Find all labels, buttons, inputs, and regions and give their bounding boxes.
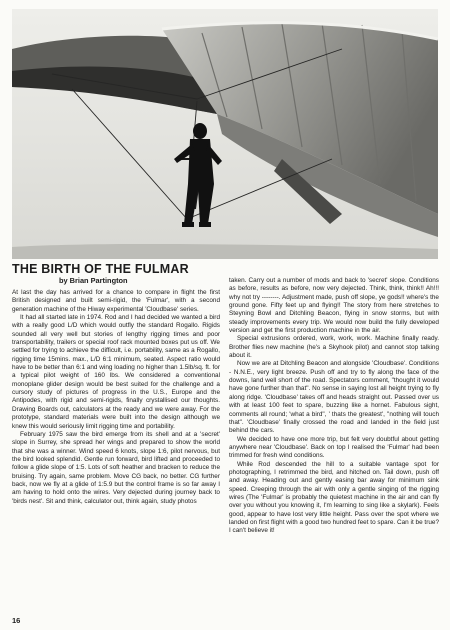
paragraph: While Rod descended the hill to a suitable vantage spot for photographing, I retrimmed the bird, and hitched on. Tail down, push off and away. Heading out and gently easing bar away for minimum sink speed. Creeping through the air with only a gentle singing of the rigging wires (The 'Fulmar' is probably the quietest machine in the air and can fly over you without you knowing it, I'm learning to sing like a skylark). Feels good, appear to have lost very little height. Pass over the spot where we landed on first flight with a good two hundred feet to spare. Can it be true? I can't believe it! [229, 460, 439, 535]
article-title: THE BIRTH OF THE FULMAR [12, 262, 189, 276]
article-column-left [12, 289, 220, 614]
article-column-right [229, 277, 439, 615]
paragraph: Special extrusions ordered, work, work, work. Machine finally ready. Brother flies new machine (he's a Skyhook pilot) and cannot stop talking about it. [229, 335, 439, 360]
article-byline: by Brian Partington [59, 276, 128, 285]
paragraph: At last the day has arrived for a chance to compare in flight the first British designed and built semi-rigid, the 'Fulmar', with a second generation machine of the Hiway experimental 'Cloudbase' series. [12, 289, 220, 313]
paragraph: Now we are at Ditchling Beacon and alongside 'Cloudbase'. Conditions - N.N.E., very light breeze. Push off and try to fly along the face of the downs, land well short of the road. Spectators comment, "thought it would have gone further than that". No sense in saying lost all height trying to fly along ridge. 'Cloudbase' takes off and heads straight out. Passed over us with at least 100 feet to spare, buzzing like a hornet. Fabulous sight, comments all round; 'what a bird", ' thats the greatest', "nothing will touch that". 'Cloudbase' finally crossed the road and landed in the field just behind the cars. [229, 360, 439, 435]
paragraph: February 1975 saw the bird emerge from its shell and at a 'secret' slope in Surrey, she spread her wings and prepared to show the world that she was a winner. Wind speed 6 knots, slope 1:6, pilot nervous, but the bird looked splendid. Gentle run forward, bird lifted and proceeded to follow a glide slope of 1:5. Lots of soft heather and bracken to reduce the bruising. Try again, same problem. Move CG back, no better. CG further back, now we fly at a glide of 1:5.9 but the control frame is so far away I am having to hold onto the wires. Very dejected during journey back to 'birds nest'. Sit and think, calculator out, think again, study photos [12, 430, 220, 505]
paragraph: taken. Carry out a number of mods and back to 'secret' slope. Conditions as before, results as before, now very dejected. Think, think, think!! Ah!!! why not try --------. Adjustment made, push off slope, ye gods!! where's the ground gone. Fifty feet up and flying!! The story from here stretches to Steyning Bowl and Ditchling Beacon, flying in snow storms, but with steady improvements every trip. We would now build the fully developed version and get the first production machine in the air. [229, 277, 439, 335]
page-number: 16 [12, 616, 21, 625]
paragraph: It had all started late in 1974. Rod and I had decided we wanted a bird with a really good L/D which would outfly the standard Rogallo. Rigids sounded all very well but stories of lengthy rigging times and poor transportability, trailers or special roof rack mounted boxes put us off. We settled for trying to achieve the difficult, i.e. portability, same as a Rogallo, rigging time 15mins. max., L/D 6:1 minimum, seated. Aspect ratio would have to be better than 6:1 and wing loading no higher than 1.5lb/sq. ft. for a typical pilot weight of 160 lbs. We considered a conventional monoplane glider design would be best suited for the challenge and a cursory study of pictures of progress in the U.S., Europe and the Antipodes, with rigid and semi-rigids, finally crystallised our thoughts. Drawing Boards out, calculators at the ready and we were away. For the prototype, standard materials were built into the design although we knew this would seriously limit rigging time and portability. [12, 314, 220, 430]
hang-glider-photo [12, 9, 438, 259]
paragraph: We decided to have one more trip, but felt very doubtful about getting anywhere near 'Cloudbase'. Back on top I realised the 'Fulmar' had been trimmed for fresh wind conditions. [229, 435, 439, 460]
